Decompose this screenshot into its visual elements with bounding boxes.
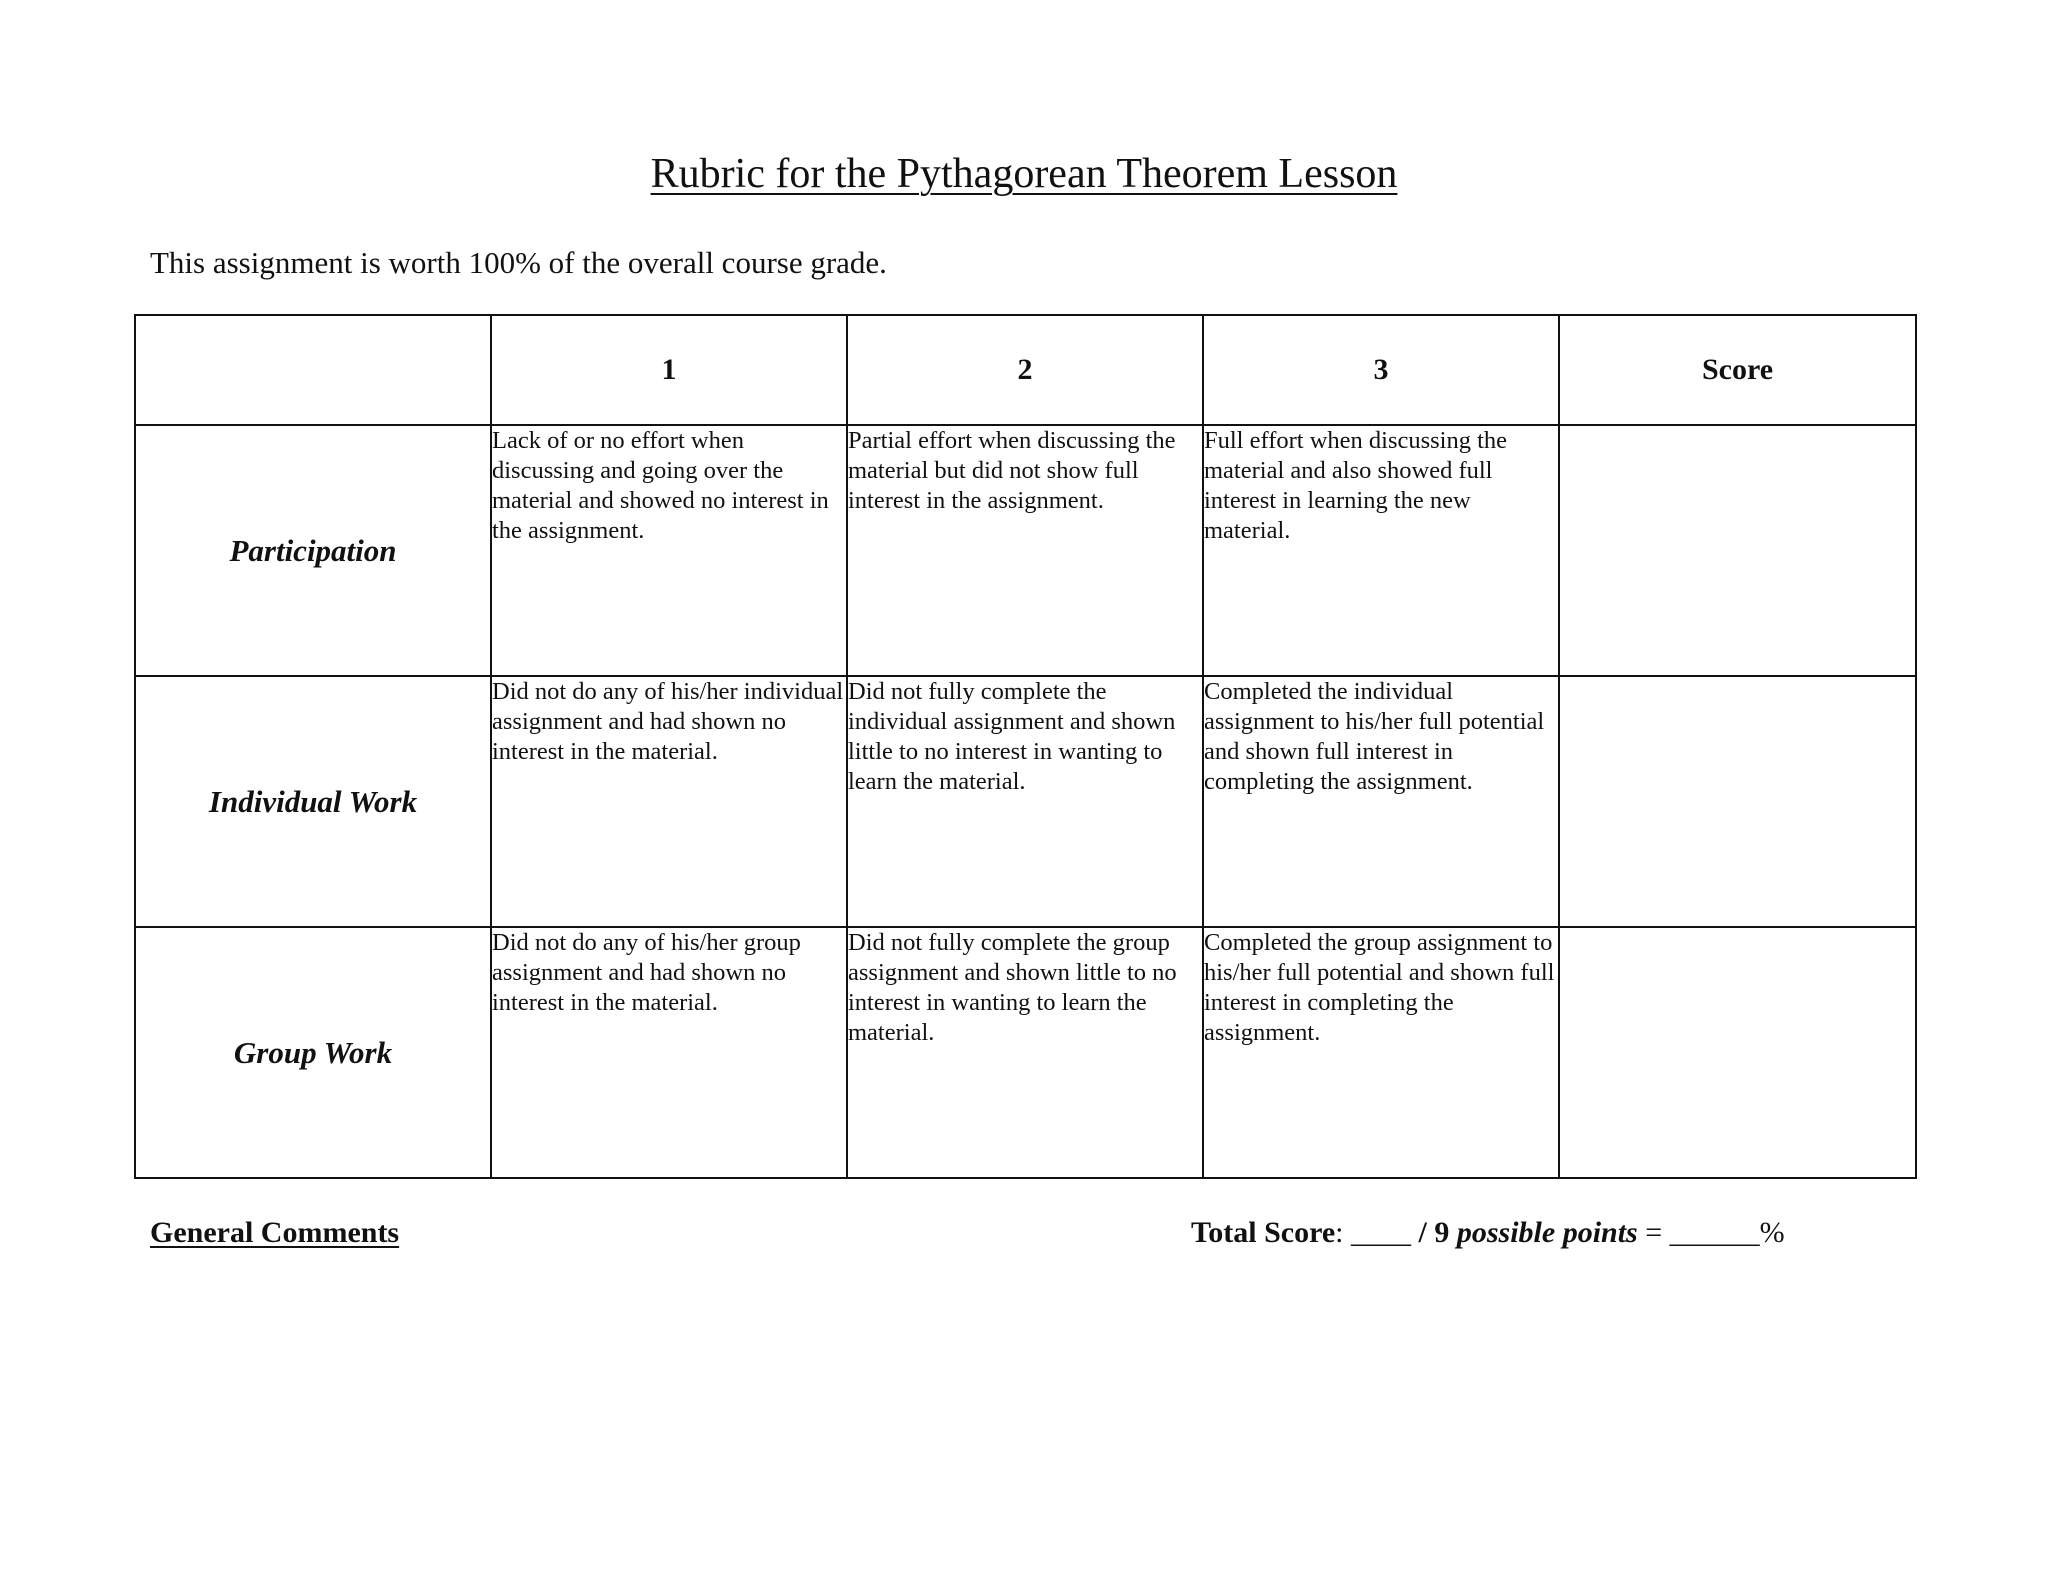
level-1-description: Did not do any of his/her individual assignment and had shown no interest in the material. [491,676,847,927]
rubric-table [134,314,1917,1179]
total-score-blank[interactable]: ____ [1343,1216,1419,1249]
rubric-row-group-work [135,927,1916,1178]
criterion-label: Participation [135,425,491,676]
rubric-header-row [135,315,1916,425]
level-3-description: Full effort when discussing the material and also showed full interest in learning the new material. [1203,425,1559,676]
score-cell[interactable] [1559,425,1916,676]
page-title: Rubric for the Pythagorean Theorem Lesson [650,151,1398,197]
general-comments-label: General Comments [150,1216,400,1249]
total-score-label: Total Score [1191,1216,1336,1249]
score-cell[interactable] [1559,927,1916,1178]
percent-blank[interactable]: = ______% [1637,1216,1785,1249]
possible-points-label: possible points [1449,1216,1638,1249]
corner-header-cell [135,315,491,425]
rubric-row-participation [135,425,1916,676]
level-1-description: Did not do any of his/her group assignment and had shown no interest in the material. [491,927,847,1178]
level-3-header: 3 [1203,315,1559,425]
score-cell[interactable] [1559,676,1916,927]
rubric-row-individual-work [135,676,1916,927]
criterion-label: Group Work [135,927,491,1178]
level-3-description: Completed the individual assignment to his/her full potential and shown full interest in completing the assignment. [1203,676,1559,927]
total-score-colon: : [1335,1216,1344,1249]
criterion-label: Individual Work [135,676,491,927]
max-points: / 9 [1418,1216,1450,1249]
level-2-description: Did not fully complete the group assignment and shown little to no interest in wanting to learn the material. [847,927,1203,1178]
score-header: Score [1559,315,1916,425]
level-2-description: Partial effort when discussing the material but did not show full interest in the assignment. [847,425,1203,676]
total-score-line [1191,1211,1785,1255]
level-2-description: Did not fully complete the individual assignment and shown little to no interest in wanting to learn the material. [847,676,1203,927]
grade-weight-note: This assignment is worth 100% of the overall course grade. [150,245,887,280]
level-2-header: 2 [847,315,1203,425]
level-1-header: 1 [491,315,847,425]
level-1-description: Lack of or no effort when discussing and going over the material and showed no interest in the assignment. [491,425,847,676]
level-3-description: Completed the group assignment to his/her full potential and shown full interest in completing the assignment. [1203,927,1559,1178]
